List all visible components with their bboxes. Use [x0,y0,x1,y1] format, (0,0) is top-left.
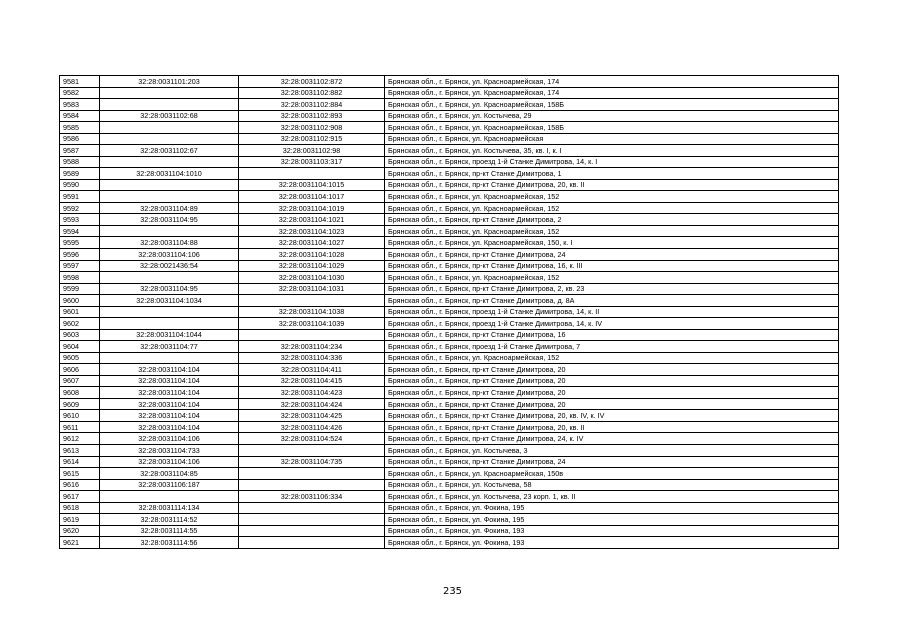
row-number-cell: 9613 [60,445,100,457]
row-number-cell: 9597 [60,260,100,272]
row-number-cell: 9603 [60,329,100,341]
row-number-cell: 9586 [60,133,100,145]
address-cell: Брянская обл., г. Брянск, пр-кт Станке Димитрова, 20, кв. II [385,421,839,433]
object-number-cell [239,168,385,180]
row-number-cell: 9596 [60,248,100,260]
object-number-cell [239,468,385,480]
parcel-number-cell: 32:28:0031104:104 [100,421,239,433]
object-number-cell [239,445,385,457]
object-number-cell: 32:28:0031106:334 [239,491,385,503]
object-number-cell: 32:28:0031104:735 [239,456,385,468]
table-row [60,179,839,191]
object-number-cell: 32:28:0031102:882 [239,87,385,99]
row-number-cell: 9612 [60,433,100,445]
object-number-cell [239,329,385,341]
address-cell: Брянская обл., г. Брянск, пр-кт Станке Димитрова, 24 [385,456,839,468]
row-number-cell: 9599 [60,283,100,295]
address-cell: Брянская обл., г. Брянск, ул. Фокина, 195 [385,514,839,526]
parcel-number-cell: 32:28:0031104:106 [100,456,239,468]
parcel-number-cell: 32:28:0031104:733 [100,445,239,457]
address-cell: Брянская обл., г. Брянск, ул. Красноармейская, 158Б [385,122,839,134]
row-number-cell: 9582 [60,87,100,99]
row-number-cell: 9614 [60,456,100,468]
address-cell: Брянская обл., г. Брянск, пр-кт Станке Димитрова, 20 [385,387,839,399]
parcel-number-cell [100,272,239,284]
address-cell: Брянская обл., г. Брянск, пр-кт Станке Димитрова, 16 [385,329,839,341]
address-cell: Брянская обл., г. Брянск, пр-кт Станке Димитрова, 16, к. III [385,260,839,272]
parcel-number-cell: 32:28:0031106:187 [100,479,239,491]
table-row [60,468,839,480]
object-number-cell: 32:28:0031104:1029 [239,260,385,272]
row-number-cell: 9587 [60,145,100,157]
address-cell: Брянская обл., г. Брянск, проезд 1-й Станке Димитрова, 7 [385,341,839,353]
table-row [60,456,839,468]
table-row [60,145,839,157]
table-row [60,341,839,353]
parcel-number-cell: 32:28:0031114:55 [100,525,239,537]
table-row [60,283,839,295]
table-row [60,306,839,318]
row-number-cell: 9594 [60,225,100,237]
address-cell: Брянская обл., г. Брянск, ул. Фокина, 195 [385,502,839,514]
object-number-cell: 32:28:0031104:1039 [239,318,385,330]
object-number-cell: 32:28:0031104:423 [239,387,385,399]
address-cell: Брянская обл., г. Брянск, проезд 1-й Станке Димитрова, 14, к. IV [385,318,839,330]
page-number: 235 [442,586,463,597]
address-cell: Брянская обл., г. Брянск, пр-кт Станке Димитрова, 1 [385,168,839,180]
table-row [60,445,839,457]
parcel-number-cell [100,191,239,203]
row-number-cell: 9620 [60,525,100,537]
row-number-cell: 9583 [60,99,100,111]
table-row [60,122,839,134]
object-number-cell: 32:28:0031102:893 [239,110,385,122]
address-cell: Брянская обл., г. Брянск, ул. Красноармейская, 152 [385,352,839,364]
row-number-cell: 9600 [60,295,100,307]
table-row [60,87,839,99]
parcel-number-cell: 32:28:0031104:95 [100,283,239,295]
row-number-cell: 9592 [60,202,100,214]
parcel-number-cell: 32:28:0031104:1034 [100,295,239,307]
table-row [60,237,839,249]
object-number-cell: 32:28:0031104:424 [239,398,385,410]
row-number-cell: 9593 [60,214,100,226]
address-cell: Брянская обл., г. Брянск, проезд 1-й Станке Димитрова, 14, к. II [385,306,839,318]
parcel-number-cell: 32:28:0031104:77 [100,341,239,353]
table-row [60,191,839,203]
address-cell: Брянская обл., г. Брянск, ул. Красноармейская [385,133,839,145]
object-number-cell: 32:28:0031104:1017 [239,191,385,203]
parcel-number-cell [100,87,239,99]
address-cell: Брянская обл., г. Брянск, ул. Красноармейская, 152 [385,202,839,214]
row-number-cell: 9602 [60,318,100,330]
address-cell: Брянская обл., г. Брянск, ул. Красноармейская, 150, к. I [385,237,839,249]
parcel-number-cell: 32:28:0031104:106 [100,248,239,260]
parcel-number-cell: 32:28:0031102:68 [100,110,239,122]
object-number-cell: 32:28:0031104:1021 [239,214,385,226]
parcel-number-cell: 32:28:0031104:104 [100,410,239,422]
object-number-cell: 32:28:0031104:1023 [239,225,385,237]
table-row [60,537,839,549]
table-row [60,295,839,307]
parcel-number-cell: 32:28:0031104:104 [100,387,239,399]
object-number-cell: 32:28:0031104:425 [239,410,385,422]
table-row [60,364,839,376]
address-cell: Брянская обл., г. Брянск, пр-кт Станке Димитрова, 20 [385,398,839,410]
table-row [60,168,839,180]
address-cell: Брянская обл., г. Брянск, пр-кт Станке Димитрова, 20 [385,375,839,387]
table-row [60,410,839,422]
row-number-cell: 9608 [60,387,100,399]
address-cell: Брянская обл., г. Брянск, ул. Красноармейская, 152 [385,191,839,203]
parcel-number-cell: 32:28:0031104:104 [100,375,239,387]
row-number-cell: 9601 [60,306,100,318]
address-cell: Брянская обл., г. Брянск, пр-кт Станке Димитрова, 2 [385,214,839,226]
table-row [60,525,839,537]
object-number-cell: 32:28:0031104:524 [239,433,385,445]
object-number-cell: 32:28:0031102:908 [239,122,385,134]
row-number-cell: 9615 [60,468,100,480]
object-number-cell: 32:28:0031104:1027 [239,237,385,249]
row-number-cell: 9621 [60,537,100,549]
table-row [60,214,839,226]
object-number-cell: 32:28:0031104:411 [239,364,385,376]
object-number-cell [239,479,385,491]
address-cell: Брянская обл., г. Брянск, пр-кт Станке Димитрова, 20, кв. IV, к. IV [385,410,839,422]
parcel-number-cell: 32:28:0031114:52 [100,514,239,526]
row-number-cell: 9606 [60,364,100,376]
row-number-cell: 9610 [60,410,100,422]
table-row [60,76,839,88]
parcel-number-cell: 32:28:0021436:54 [100,260,239,272]
parcel-number-cell: 32:28:0031104:88 [100,237,239,249]
object-number-cell: 32:28:0031104:1030 [239,272,385,284]
row-number-cell: 9585 [60,122,100,134]
parcel-number-cell [100,99,239,111]
parcel-number-cell: 32:28:0031114:134 [100,502,239,514]
address-cell: Брянская обл., г. Брянск, ул. Костычева, 3 [385,445,839,457]
address-cell: Брянская обл., г. Брянск, пр-кт Станке Димитрова, 20 [385,364,839,376]
object-number-cell: 32:28:0031104:426 [239,421,385,433]
object-number-cell: 32:28:0031102:98 [239,145,385,157]
row-number-cell: 9605 [60,352,100,364]
address-cell: Брянская обл., г. Брянск, проезд 1-й Станке Димитрова, 14, к. I [385,156,839,168]
address-cell: Брянская обл., г. Брянск, ул. Красноармейская, 174 [385,76,839,88]
table-row [60,387,839,399]
parcel-number-cell [100,491,239,503]
object-number-cell: 32:28:0031102:872 [239,76,385,88]
object-number-cell: 32:28:0031104:336 [239,352,385,364]
parcel-number-cell [100,352,239,364]
object-number-cell: 32:28:0031104:1019 [239,202,385,214]
object-number-cell: 32:28:0031104:1028 [239,248,385,260]
table-row [60,375,839,387]
row-number-cell: 9590 [60,179,100,191]
object-number-cell: 32:28:0031102:884 [239,99,385,111]
address-cell: Брянская обл., г. Брянск, ул. Костычева, 29 [385,110,839,122]
address-cell: Брянская обл., г. Брянск, ул. Красноармейская, 174 [385,87,839,99]
row-number-cell: 9589 [60,168,100,180]
parcel-number-cell: 32:28:0031114:56 [100,537,239,549]
address-cell: Брянская обл., г. Брянск, ул. Костычева, 58 [385,479,839,491]
parcel-number-cell [100,122,239,134]
address-cell: Брянская обл., г. Брянск, ул. Красноармейская, 158Б [385,99,839,111]
table-row [60,202,839,214]
object-number-cell [239,514,385,526]
address-cell: Брянская обл., г. Брянск, ул. Красноармейская, 152 [385,225,839,237]
object-number-cell: 32:28:0031104:1038 [239,306,385,318]
object-number-cell [239,525,385,537]
row-number-cell: 9581 [60,76,100,88]
row-number-cell: 9591 [60,191,100,203]
table-row [60,318,839,330]
address-cell: Брянская обл., г. Брянск, пр-кт Станке Димитрова, 2, кв. 23 [385,283,839,295]
table-row [60,491,839,503]
parcel-number-cell [100,306,239,318]
table-row [60,248,839,260]
row-number-cell: 9588 [60,156,100,168]
row-number-cell: 9598 [60,272,100,284]
row-number-cell: 9619 [60,514,100,526]
table-row [60,99,839,111]
parcel-number-cell [100,225,239,237]
object-number-cell: 32:28:0031104:415 [239,375,385,387]
parcel-number-cell: 32:28:0031104:104 [100,364,239,376]
parcel-number-cell: 32:28:0031104:89 [100,202,239,214]
address-cell: Брянская обл., г. Брянск, пр-кт Станке Димитрова, 20, кв. II [385,179,839,191]
table-row [60,352,839,364]
parcel-number-cell [100,318,239,330]
table-row [60,272,839,284]
object-number-cell [239,502,385,514]
address-cell: Брянская обл., г. Брянск, ул. Костычева, 23 корп. 1, кв. II [385,491,839,503]
table-row [60,479,839,491]
address-cell: Брянская обл., г. Брянск, ул. Красноармейская, 150в [385,468,839,480]
table-row [60,433,839,445]
table-row [60,156,839,168]
address-cell: Брянская обл., г. Брянск, пр-кт Станке Димитрова, д. 8А [385,295,839,307]
address-cell: Брянская обл., г. Брянск, пр-кт Станке Димитрова, 24, к. IV [385,433,839,445]
object-number-cell: 32:28:0031104:1015 [239,179,385,191]
address-cell: Брянская обл., г. Брянск, ул. Фокина, 193 [385,525,839,537]
row-number-cell: 9609 [60,398,100,410]
object-number-cell: 32:28:0031104:1031 [239,283,385,295]
object-number-cell: 32:28:0031103:317 [239,156,385,168]
parcel-number-cell: 32:28:0031104:1010 [100,168,239,180]
address-cell: Брянская обл., г. Брянск, ул. Костычева, 35, кв. I, к. I [385,145,839,157]
table-row [60,502,839,514]
table-row [60,110,839,122]
row-number-cell: 9611 [60,421,100,433]
table-row [60,225,839,237]
parcel-number-cell: 32:28:0031104:104 [100,398,239,410]
parcel-number-cell: 32:28:0031102:67 [100,145,239,157]
row-number-cell: 9607 [60,375,100,387]
cadastral-table-body [60,76,839,549]
object-number-cell: 32:28:0031102:915 [239,133,385,145]
address-cell: Брянская обл., г. Брянск, ул. Фокина, 193 [385,537,839,549]
address-cell: Брянская обл., г. Брянск, пр-кт Станке Димитрова, 24 [385,248,839,260]
parcel-number-cell: 32:28:0031104:85 [100,468,239,480]
address-cell: Брянская обл., г. Брянск, ул. Красноармейская, 152 [385,272,839,284]
parcel-number-cell: 32:28:0031104:1044 [100,329,239,341]
table-row [60,514,839,526]
table-row [60,398,839,410]
cadastral-table [59,75,839,549]
parcel-number-cell: 32:28:0031104:95 [100,214,239,226]
parcel-number-cell [100,133,239,145]
row-number-cell: 9584 [60,110,100,122]
table-row [60,133,839,145]
row-number-cell: 9617 [60,491,100,503]
parcel-number-cell [100,156,239,168]
table-row [60,329,839,341]
row-number-cell: 9618 [60,502,100,514]
object-number-cell [239,537,385,549]
table-row [60,260,839,272]
row-number-cell: 9595 [60,237,100,249]
object-number-cell [239,295,385,307]
row-number-cell: 9616 [60,479,100,491]
parcel-number-cell: 32:28:0031101:203 [100,76,239,88]
row-number-cell: 9604 [60,341,100,353]
parcel-number-cell: 32:28:0031104:106 [100,433,239,445]
table-row [60,421,839,433]
object-number-cell: 32:28:0031104:234 [239,341,385,353]
parcel-number-cell [100,179,239,191]
